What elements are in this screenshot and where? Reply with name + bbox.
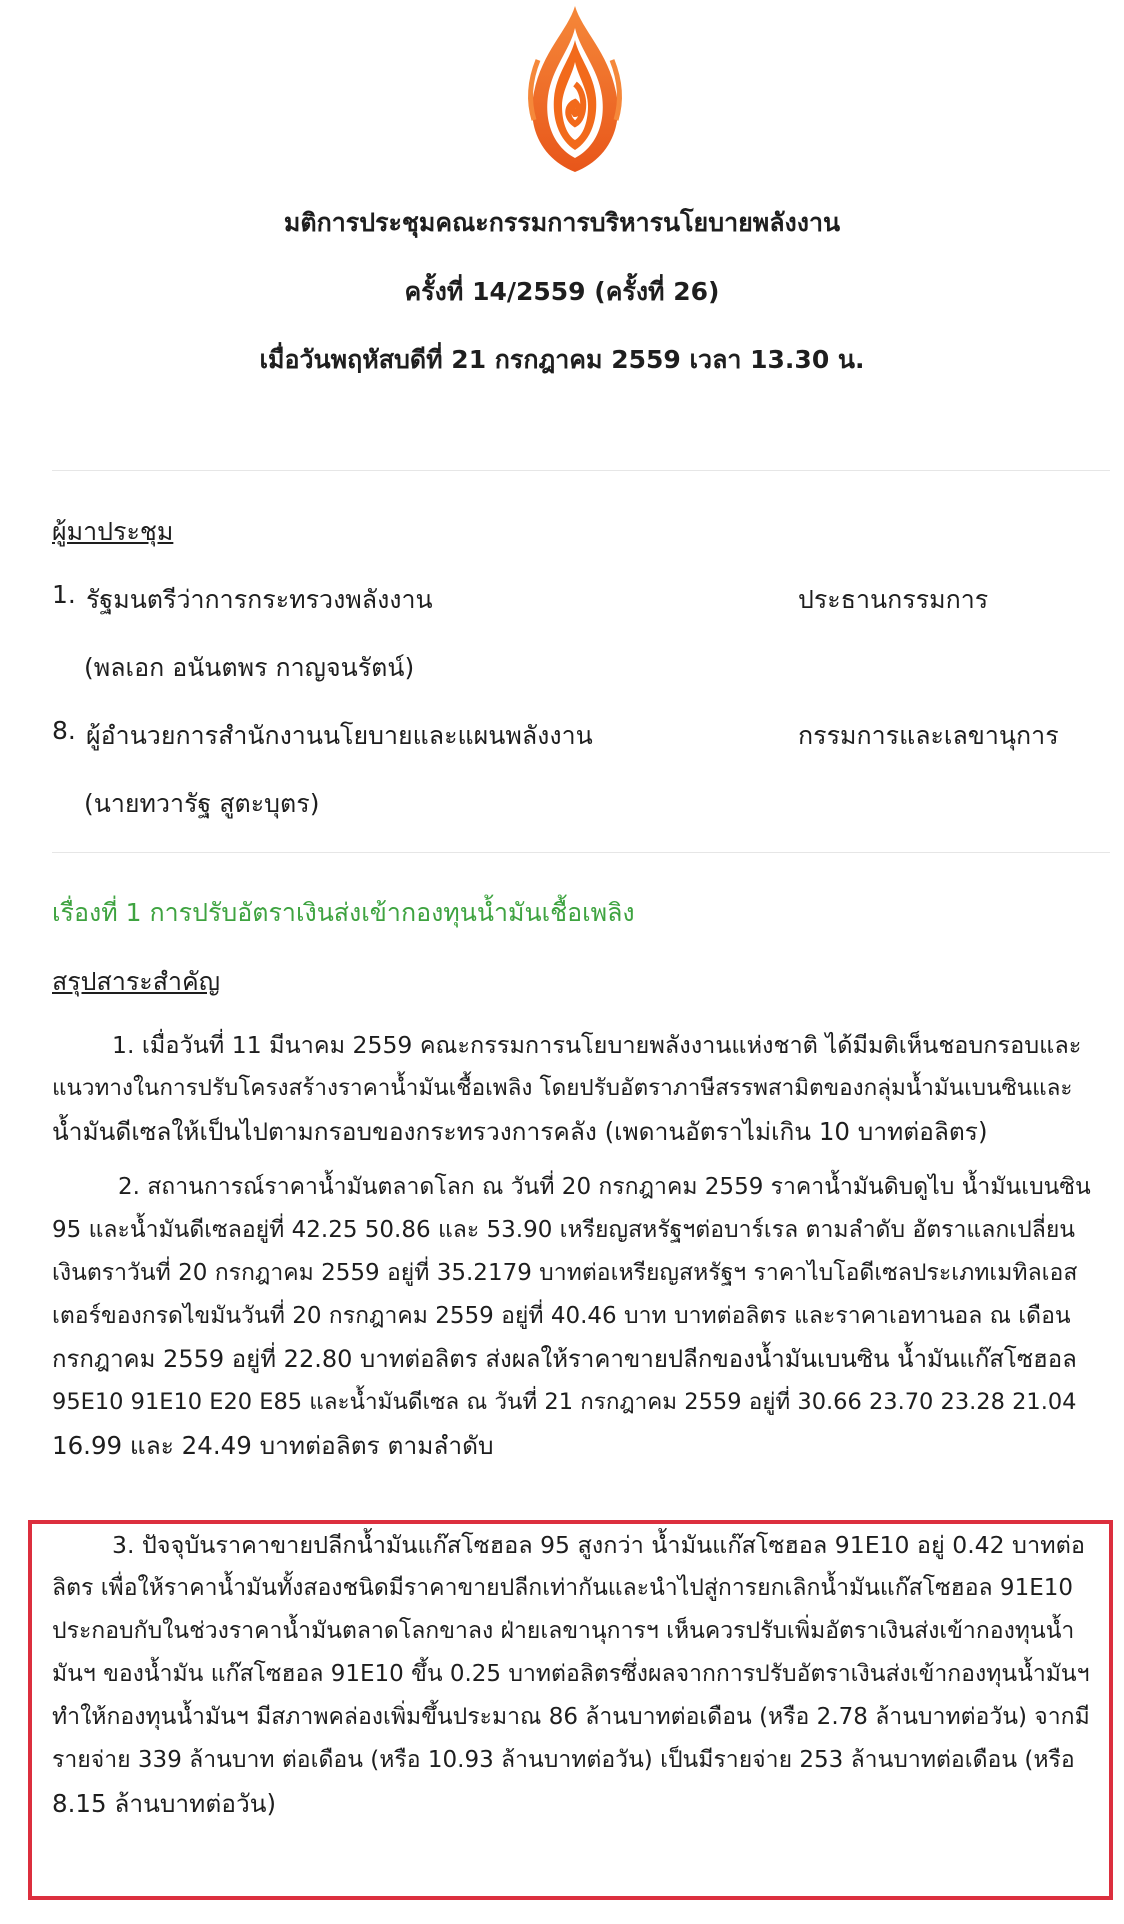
paragraph-line: 8.15 ล้านบาทต่อวัน) <box>52 1789 277 1818</box>
summary-heading: สรุปสาระสำคัญ <box>52 967 221 996</box>
paragraph-line: รายจ่าย 339 ล้านบาท ต่อเดือน (หรือ 10.93 ล้านบาทต่อวัน) เป็นมีรายจ่าย 253 ล้านบาทต่อเดือน (หรือ <box>52 1747 1075 1773</box>
paragraph-line: ประกอบกับในช่วงราคาน้ำมันตลาดโลกขาลง ฝ่ายเลขานุการฯ เห็นควรปรับเพิ่มอัตราเงินส่งเข้ากองทุนน้ำ <box>52 1618 1075 1644</box>
flame-emblem-icon <box>520 0 630 178</box>
paragraph-line: 95E10 91E10 E20 E85 และน้ำมันดีเซล ณ วันที่ 21 กรกฎาคม 2559 อยู่ที่ 30.66 23.70 23.28 21.04 <box>52 1389 1077 1415</box>
meeting-datetime: เมื่อวันพฤหัสบดีที่ 21 กรกฎาคม 2559 เวลา 13.30 น. <box>259 345 865 374</box>
paragraph-line: น้ำมันดีเซลให้เป็นไปตามกรอบของกระทรวงการคลัง (เพดานอัตราไม่เกิน 10 บาทต่อลิตร) <box>52 1117 988 1146</box>
meeting-session: ครั้งที่ 14/2559 (ครั้งที่ 26) <box>404 277 720 306</box>
summary-paragraph-1 <box>52 1024 1092 1153</box>
paragraph-line: ทำให้กองทุนน้ำมันฯ มีสภาพคล่องเพิ่มขึ้นประมาณ 86 ล้านบาทต่อเดือน (หรือ 2.78 ล้านบาทต่อวัน) จากมี <box>52 1704 1090 1730</box>
paragraph-line: เงินตราวันที่ 20 กรกฎาคม 2559 อยู่ที่ 35.2179 บาทต่อเหรียญสหรัฐฯ ราคาไบโอดีเซลประเภทเมทิลเอส <box>52 1260 1078 1286</box>
attendees-heading: ผู้มาประชุม <box>52 517 174 546</box>
attendee-role: กรรมการและเลขานุการ <box>798 721 1059 750</box>
attendee-position: รัฐมนตรีว่าการกระทรวงพลังงาน <box>86 585 433 614</box>
attendee-name: (นายทวารัฐ สูตะบุตร) <box>84 789 320 818</box>
meeting-title: มติการประชุมคณะกรรมการบริหารนโยบายพลังงาน <box>283 208 841 237</box>
attendee-number: 1. <box>52 580 76 609</box>
attendee-number: 8. <box>52 716 76 745</box>
topic-title: เรื่องที่ 1 การปรับอัตราเงินส่งเข้ากองทุนน้ำมันเชื้อเพลิง <box>52 898 635 927</box>
attendee-name: (พลเอก อนันตพร กาญจนรัตน์) <box>84 653 415 682</box>
paragraph-line: ลิตร เพื่อให้ราคาน้ำมันทั้งสองชนิดมีราคาขายปลีกเท่ากันและนำไปสู่การยกเลิกน้ำมันแก๊สโซฮอล 91E10 <box>52 1575 1073 1601</box>
summary-paragraph-2 <box>52 1166 1092 1467</box>
attendee-position: ผู้อำนวยการสำนักงานนโยบายและแผนพลังงาน <box>86 721 593 750</box>
paragraph-line: 2. สถานการณ์ราคาน้ำมันตลาดโลก ณ วันที่ 20 กรกฎาคม 2559 ราคาน้ำมันดิบดูไบ น้ำมันเบนซิน <box>118 1174 1091 1200</box>
paragraph-line: แนวทางในการปรับโครงสร้างราคาน้ำมันเชื้อเพลิง โดยปรับอัตราภาษีสรรพสามิตของกลุ่มน้ำมันเบนซินและ <box>52 1075 1073 1101</box>
divider <box>52 470 1110 471</box>
paragraph-line: 3. ปัจจุบันราคาขายปลีกน้ำมันแก๊สโซฮอล 95 สูงกว่า น้ำมันแก๊สโซฮอล 91E10 อยู่ 0.42 บาทต่อ <box>112 1531 1086 1559</box>
paragraph-line: 95 และน้ำมันดีเซลอยู่ที่ 42.25 50.86 และ 53.90 เหรียญสหรัฐฯต่อบาร์เรล ตามลำดับ อัตราแลกเปลี่ยน <box>52 1217 1076 1243</box>
paragraph-line: กรกฎาคม 2559 อยู่ที่ 22.80 บาทต่อลิตร ส่งผลให้ราคาขายปลีกของน้ำมันเบนซิน น้ำมันแก๊สโซฮอล <box>52 1345 1077 1373</box>
attendee-role: ประธานกรรมการ <box>798 585 989 614</box>
paragraph-line: 1. เมื่อวันที่ 11 มีนาคม 2559 คณะกรรมการนโยบายพลังงานแห่งชาติ ได้มีมติเห็นชอบกรอบและ <box>112 1031 1082 1059</box>
divider <box>52 852 1110 853</box>
paragraph-line: มันฯ ของน้ำมัน แก๊สโซฮอล 91E10 ขึ้น 0.25 บาทต่อลิตรซึ่งผลจากการปรับอัตราเงินส่งเข้ากองทุนน้ำมันฯ <box>52 1661 1090 1687</box>
paragraph-line: เตอร์ของกรดไขมันวันที่ 20 กรกฎาคม 2559 อยู่ที่ 40.46 บาท บาทต่อลิตร และราคาเอทานอล ณ เดือน <box>52 1303 1071 1329</box>
paragraph-line: 16.99 และ 24.49 บาทต่อลิตร ตามลำดับ <box>52 1431 494 1460</box>
summary-paragraph-3 <box>52 1524 1092 1825</box>
